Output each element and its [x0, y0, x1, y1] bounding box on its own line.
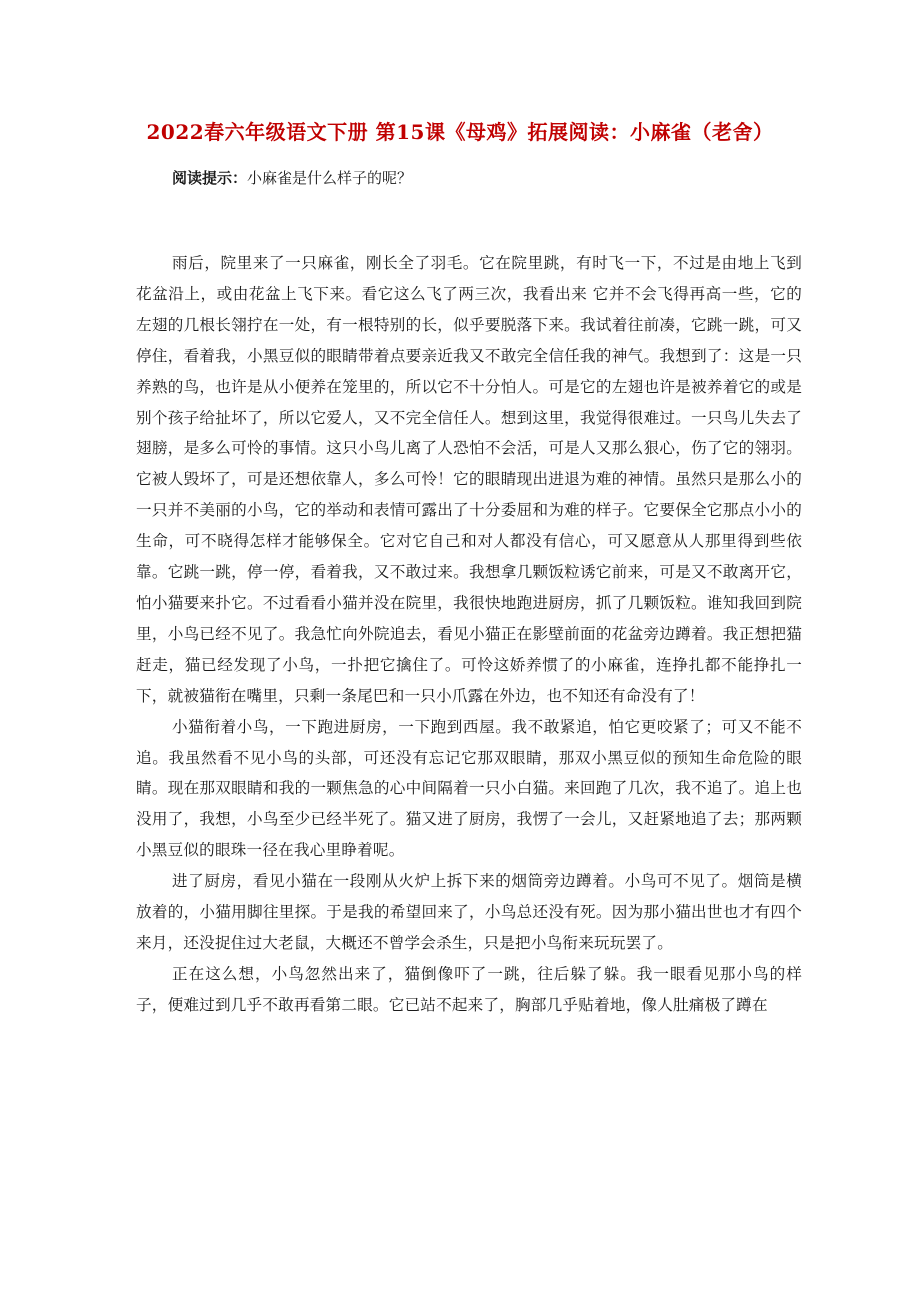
paragraph-4: 正在这么想，小鸟忽然出来了，猫倒像吓了一跳，往后躲了躲。我一眼看见那小鸟的样子，便难过到几乎不敢再看第二眼。它已站不起来了，胸部几乎贴着地，像人肚痛极了蹲在	[136, 964, 802, 1014]
document-title: 2022春六年级语文下册 第15课《母鸡》拓展阅读：小麻雀（老舍）	[146, 120, 774, 144]
paragraph-2: 小猫衔着小鸟，一下跑进厨房，一下跑到西屋。我不敢紧追，怕它更咬紧了；可又不能不追。我虽然看不见小鸟的头部，可还没有忘记它那双眼睛，那双小黑豆似的预知生命危险的眼睛。现在那双眼睛和我的一颗焦急的心中间隔着一只小白猫。来回跑了几次，我不追了。追上也没用了，我想，小鸟至少已经半死了。猫又进了厨房，我愣了一会儿，又赶紧地追了去；那两颗小黑豆似的眼珠一径在我心里睁着呢。	[136, 717, 802, 860]
reading-hint-text: 小麻雀是什么样子的呢？	[247, 169, 413, 187]
reading-hint-label: 阅读提示：	[172, 169, 248, 187]
reading-hint	[172, 166, 802, 190]
article-body	[136, 248, 802, 1021]
paragraph-1: 雨后，院里来了一只麻雀，刚长全了羽毛。它在院里跳，有时飞一下，不过是由地上飞到花盆沿上，或由花盆上飞下来。看它这么飞了两三次，我看出来 它并不会飞得再高一些，它的左翅的几根长翎拧在一处，有一根特别的长，似乎要脱落下来。我试着往前凑，它跳一跳，可又停住，看着我，小黑豆似的眼睛带着点要亲近我又不敢完全信任我的神气。我想到了：这是一只养熟的鸟，也许是从小便养在笼里的，所以它不十分怕人。可是它的左翅也许是被养着它的或是别个孩子给扯坏了，所以它爱人，又不完全信任人。想到这里，我觉得很难过。一只鸟儿失去了翅膀，是多么可怜的事情。这只小鸟儿离了人恐怕不会活，可是人又那么狠心，伤了它的翎羽。它被人毁坏了，可是还想依靠人，多么可怜！它的眼睛现出进退为难的神情。虽然只是那么小的一只并不美丽的小鸟，它的举动和表情可露出了十分委屈和为难的样子。它要保全它那点小小的生命，可不晓得怎样才能够保全。它对它自己和对人都没有信心，可又愿意从人那里得到些依靠。它跳一跳，停一停，看着我，又不敢过来。我想拿几颗饭粒诱它前来，可是又不敢离开它，怕小猫要来扑它。不过看看小猫并没在院里，我很快地跑进厨房，抓了几颗饭粒。谁知我回到院里，小鸟已经不见了。我急忙向外院追去，看见小猫正在影壁前面的花盆旁边蹲着。我正想把猫赶走，猫已经发现了小鸟，一扑把它擒住了。可怜这娇养惯了的小麻雀，连挣扎都不能挣扎一下，就被猫衔在嘴里，只剩一条尾巴和一只小爪露在外边，也不知还有命没有了！	[136, 254, 802, 705]
paragraph-3: 进了厨房，看见小猫在一段刚从火炉上拆下来的烟筒旁边蹲着。小鸟可不见了。烟筒是横放着的，小猫用脚往里探。于是我的希望回来了，小鸟总还没有死。因为那小猫出世也才有四个来月，还没捉住过大老鼠，大概还不曾学会杀生，只是把小鸟衔来玩玩罢了。	[136, 872, 802, 952]
